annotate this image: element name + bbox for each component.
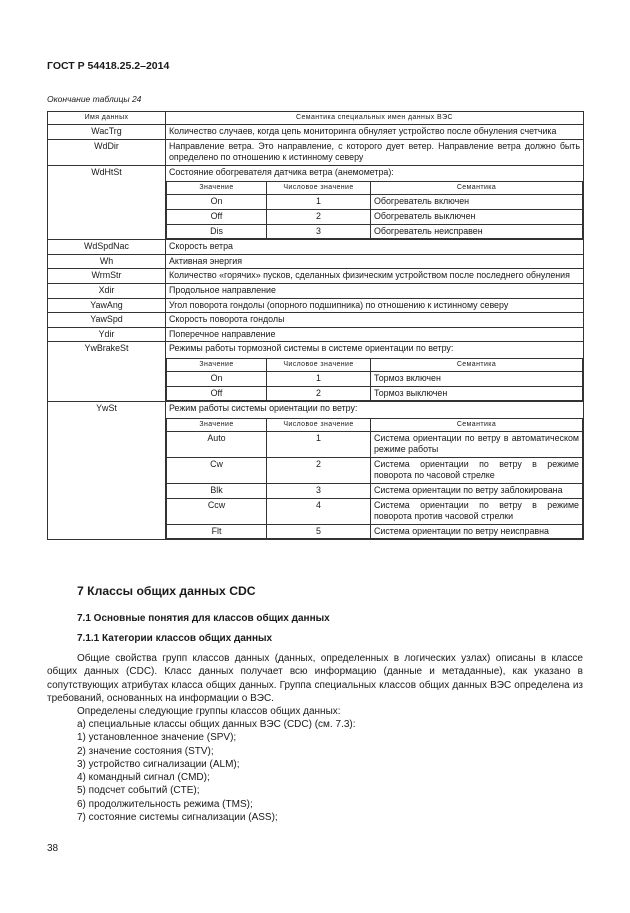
value-cell: Off (167, 386, 267, 401)
subtable-row (167, 371, 583, 386)
data-name-cell: YwSt (48, 402, 166, 540)
numeric-value-cell: 3 (267, 224, 371, 239)
value-cell: Ccw (167, 498, 267, 524)
section-7-1-1-heading: 7.1.1 Категории классов общих данных (77, 633, 273, 644)
page-number: 38 (47, 843, 59, 854)
table-body (48, 125, 584, 540)
subtable-col-header: Числовое значение (267, 182, 371, 195)
table-row (48, 402, 584, 540)
semantics-text: Режимы работы тормозной системы в системе ориентации по ветру: (169, 343, 454, 354)
list-item: а) специальные классы общих данных ВЭС (CDC) (см. 7.3): (77, 719, 356, 730)
numeric-value-cell: 3 (267, 484, 371, 499)
table-row (48, 298, 584, 313)
numeric-value-cell: 1 (267, 195, 371, 210)
semantics-cell: Скорость ветра (166, 240, 584, 255)
data-name-cell: YawAng (48, 298, 166, 313)
subtable-header-row (167, 182, 583, 195)
value-semantics-cell: Система ориентации по ветру неисправна (371, 524, 583, 539)
numeric-value-cell: 1 (267, 371, 371, 386)
section-7-heading: 7 Классы общих данных CDC (77, 584, 256, 598)
subtable-row (167, 498, 583, 524)
value-semantics-cell: Система ориентации по ветру в режиме поворота против часовой стрелки (371, 498, 583, 524)
value-semantics-cell: Система ориентации по ветру в автоматическом режиме работы (371, 431, 583, 457)
list-item: 4) командный сигнал (CMD); (77, 772, 210, 784)
subtable-header-row (167, 418, 583, 431)
numeric-value-cell: 2 (267, 457, 371, 483)
subtable-row (167, 524, 583, 539)
subtable-row (167, 224, 583, 239)
subtable-header-row (167, 358, 583, 371)
subtable-col-header: Семантика (371, 418, 583, 431)
numeric-value-cell: 2 (267, 209, 371, 224)
table-caption: Окончание таблицы 24 (47, 94, 142, 104)
semantics-cell: Активная энергия (166, 254, 584, 269)
value-cell: On (167, 371, 267, 386)
data-name-cell: YwBrakeSt (48, 342, 166, 402)
value-semantics-cell: Обогреватель включен (371, 195, 583, 210)
semantics-cell (166, 402, 584, 540)
value-cell: Dis (167, 224, 267, 239)
col-header-semantics: Семантика специальных имен данных ВЭС (166, 112, 584, 125)
value-cell: Cw (167, 457, 267, 483)
col-header-name: Имя данных (48, 112, 166, 125)
semantics-cell: Угол поворота гондолы (опорного подшипника) по отношению к истинному северу (166, 298, 584, 313)
table-row (48, 327, 584, 342)
paragraph-groups-intro: Определены следующие группы классов общих данных: (77, 706, 341, 717)
paragraph-cdc-description: Общие свойства групп классов данных (данных, определенных в логических узлах) описаны в классе общих данных (CDC). Класс данных получает всю информацию (данные и метаданные), как указано в сопутствующих атрибутах класса общих данных. Группа специальных классов общих данных ВЭС определена из требований, основанных на информации о ВЭС. (47, 653, 583, 704)
value-semantics-cell: Обогреватель выключен (371, 209, 583, 224)
value-cell: Off (167, 209, 267, 224)
numeric-value-cell: 5 (267, 524, 371, 539)
table-row (48, 342, 584, 402)
value-semantics-cell: Система ориентации по ветру заблокирована (371, 484, 583, 499)
value-cell: Flt (167, 524, 267, 539)
cdc-group-list (77, 718, 356, 824)
subtable-row (167, 457, 583, 483)
subtable-col-header: Значение (167, 182, 267, 195)
list-item: 5) подсчет событий (CTE); (77, 785, 200, 797)
subtable-row (167, 431, 583, 457)
data-name-cell: WrmStr (48, 269, 166, 284)
data-name-cell: WdHtSt (48, 165, 166, 239)
subtable-col-header: Числовое значение (267, 418, 371, 431)
list-item: 3) устройство сигнализации (ALM); (77, 758, 240, 770)
value-semantics-cell: Обогреватель неисправен (371, 224, 583, 239)
semantics-cell (166, 165, 584, 239)
table-row (48, 269, 584, 284)
data-name-cell: YawSpd (48, 313, 166, 328)
list-item: 2) значение состояния (STV); (77, 745, 214, 757)
subtable-col-header: Семантика (371, 358, 583, 371)
value-subtable (166, 418, 583, 540)
data-name-cell: WdSpdNac (48, 240, 166, 255)
table-row (48, 165, 584, 239)
value-cell: Blk (167, 484, 267, 499)
data-name-cell: Ydir (48, 327, 166, 342)
subtable-row (167, 386, 583, 401)
data-name-cell: Wh (48, 254, 166, 269)
value-semantics-cell: Тормоз включен (371, 371, 583, 386)
table-row (48, 240, 584, 255)
table-row (48, 125, 584, 140)
semantics-cell: Поперечное направление (166, 327, 584, 342)
numeric-value-cell: 1 (267, 431, 371, 457)
semantics-cell: Количество случаев, когда цепь мониторинга обнуляет устройство после обнуления счетчика (166, 125, 584, 140)
table-row (48, 283, 584, 298)
table-row (48, 313, 584, 328)
document-header: ГОСТ Р 54418.25.2–2014 (47, 60, 170, 72)
section-7-1-heading: 7.1 Основные понятия для классов общих данных (77, 613, 330, 624)
semantics-cell: Количество «горячих» пусков, сделанных физическим устройством после последнего обнуления (166, 269, 584, 284)
subtable-col-header: Значение (167, 358, 267, 371)
table-header-row (48, 112, 584, 125)
semantics-cell (166, 342, 584, 402)
list-item: 6) продолжительность режима (TMS); (77, 798, 253, 810)
semantics-cell: Направление ветра. Это направление, с которого дует ветер. Направление ветра должно быть определено по отношению к истинному северу (166, 139, 584, 165)
numeric-value-cell: 4 (267, 498, 371, 524)
subtable-row (167, 195, 583, 210)
value-subtable (166, 358, 583, 401)
semantics-cell: Продольное направление (166, 283, 584, 298)
value-cell: Auto (167, 431, 267, 457)
data-name-cell: WacTrg (48, 125, 166, 140)
value-semantics-cell: Тормоз выключен (371, 386, 583, 401)
semantics-cell: Скорость поворота гондолы (166, 313, 584, 328)
subtable-row (167, 209, 583, 224)
value-cell: On (167, 195, 267, 210)
data-names-table (47, 111, 584, 540)
list-item: 7) состояние системы сигнализации (ASS); (77, 812, 278, 824)
table-row (48, 139, 584, 165)
semantics-text: Состояние обогревателя датчика ветра (анемометра): (169, 166, 394, 177)
data-name-cell: WdDir (48, 139, 166, 165)
value-semantics-cell: Система ориентации по ветру в режиме поворота по часовой стрелке (371, 457, 583, 483)
value-subtable (166, 181, 583, 239)
list-item: 1) установленное значение (SPV); (77, 732, 237, 744)
subtable-col-header: Числовое значение (267, 358, 371, 371)
subtable-row (167, 484, 583, 499)
data-name-cell: Xdir (48, 283, 166, 298)
subtable-col-header: Значение (167, 418, 267, 431)
table-row (48, 254, 584, 269)
semantics-text: Режим работы системы ориентации по ветру: (169, 403, 358, 414)
numeric-value-cell: 2 (267, 386, 371, 401)
subtable-col-header: Семантика (371, 182, 583, 195)
